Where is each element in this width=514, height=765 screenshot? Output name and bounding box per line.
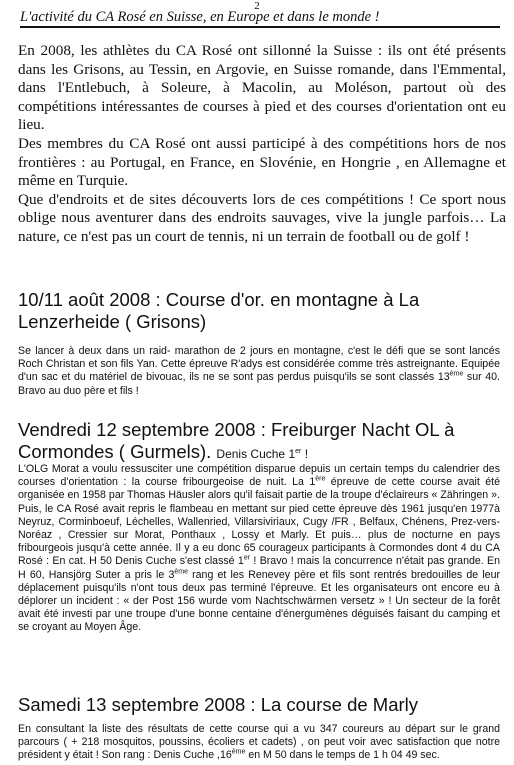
intro-text	[18, 42, 506, 247]
intro-paragraph-1: En 2008, les athlètes du CA Rosé ont sillonné la Suisse : ils ont été présents dans les Grisons, au Tessin, en Argovie, en Suisse romande, dans l'Emmental, dans l'Entlebuch, à Soleure, à Macolin, au Moléson, partout où des compétitions intéressantes de courses à pied et des courses d'orientation ont eu lieu.	[18, 42, 506, 134]
section-1-sup: ème	[449, 370, 464, 378]
section-2-t4: rang et les Renevey père et fils sont rentrés bredouilles de leur déplacement puisqu'ils n'ont tous deux pas terminé l'épreuve. Et les organisateurs ont encore eu à déplorer un incident : « der Post 156 wurde vom Nachtschwärmen versetz » ! Un secteur de la forêt avait été investi par une troupe d'une bonne centaine d'énergumènes déguisés faisant du camping et se croyant au Moyen Âge.	[18, 568, 500, 634]
section-2-heading	[18, 419, 508, 465]
section-2-winner-end: !	[301, 447, 309, 461]
section-2-winner	[216, 447, 308, 461]
section-2-winner-sup: er	[295, 448, 302, 455]
section-2-s3: ème	[174, 568, 188, 576]
section-2-winner-name: Denis Cuche 1	[216, 447, 296, 461]
intro-paragraph-2: Des membres du CA Rosé ont aussi participé à des compétitions hors de nos frontières : au Portugal, en France, en Slovénie, en Hongrie , en Allemagne et même en Turquie.	[18, 134, 506, 190]
section-2-t3: ! Bravo ! mais la concurrence n'était pas grande. En H 60, Hansjörg Suter a pris le 3	[18, 555, 501, 581]
section-3-s1: ème	[231, 748, 246, 756]
section-3-text	[18, 723, 500, 763]
section-1-text-b: sur 40. Bravo au duo père et fils !	[18, 371, 500, 397]
page-header: L'activité du CA Rosé en Suisse, en Europe et dans le monde !	[20, 9, 500, 28]
section-1-text	[18, 345, 500, 398]
section-2-s2: er	[243, 554, 251, 562]
section-1-text-a: Se lancer à deux dans un raid- marathon de 2 jours en montagne, c'est le défi que se sont lancés Roch Christan et son fils Yan. Cette épreuve R'adys est considérée comme très astreignante. Equipée d'un sac et du matériel de bivouac, ils ne se sont pas perdus puisqu'ils se sont classés 13	[18, 345, 500, 384]
intro-paragraph-3: Que d'endroits et de sites découverts lors de ces compétitions ! Ce sport nous oblige nous aventurer dans des endroits sauvages, vive la jungle parfois… La nature, ce n'est pas un court de tennis, ni un terrain de football ou de golf !	[18, 190, 506, 245]
section-1-title: 10/11 août 2008 : Course d'or. en montagne à La Lenzerheide ( Grisons)	[18, 289, 420, 332]
section-2-s1: ère	[315, 475, 326, 483]
section-3-title: Samedi 13 septembre 2008 : La course de Marly	[18, 694, 419, 715]
section-2-title: Vendredi 12 septembre 2008 : Freiburger Nacht OL à Cormondes ( Gurmels).	[18, 419, 455, 462]
section-2-text	[18, 463, 500, 635]
section-2-t2: épreuve de cette course avait été organisée en 1958 par Thomas Häusler alors qu'il faisait partie de la troupe d'éclaireurs « Zähringen ». Puis, le CA Rosé avait repris le flambeau en mettant sur pied cette épreuve dès 1961 jusqu'en 1977à Neyruz, Corminboeuf, Léchelles, Wallenried, Villarsiviriaux, Cugy /FR , Belfaux, Chénens, Prez-vers-Noréaz , Cressier sur Morat, Ponthaux , Lossy et Marly. Et puis… plus de nocturne en pays fribourgeois jusqu'à cette année. Il y a eu donc 65 courageux participants à Cormondes dont 4 du CA Rosé : En cat. H 50 Denis Cuche s'est classé 1	[18, 476, 500, 568]
section-2-t1: L'OLG Morat a voulu ressusciter une compétition disparue depuis un certain temps du calendrier des courses d'orientation : la course fribourgeoise de nuit. La 1	[18, 463, 500, 489]
page-number: 2	[254, 0, 260, 12]
section-3-t2: en M 50 dans le temps de 1 h 04 49 sec.	[245, 749, 440, 762]
section-3-t1: En consultant la liste des résultats de cette course qui a vu 347 coureurs au départ sur le grand parcours ( + 218 mosquitos, poussins, écoliers et cadets) , on peut voir avec satisfaction que notre président y était ! Son rang : Denis Cuche ,16	[18, 723, 500, 762]
